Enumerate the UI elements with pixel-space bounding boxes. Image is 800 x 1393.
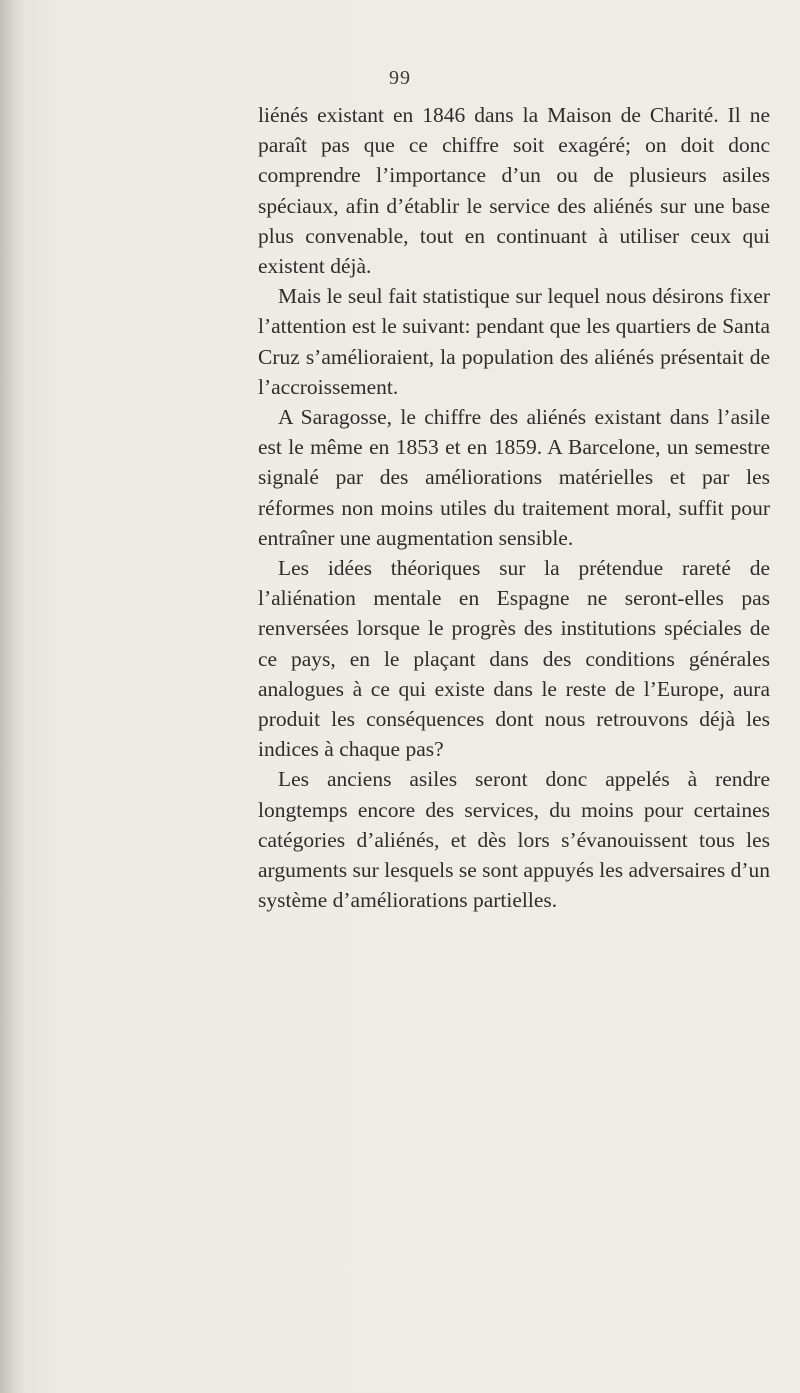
paragraph-3: A Saragosse, le chiffre des aliénés existant dans l’asile est le même en 1853 et en 1859. A Barcelone, un semestre signalé par des améliorations matérielles et par les réformes non moins utiles du traitement moral, suffit pour entraîner une augmentation sensible. (258, 405, 770, 550)
paragraph-1: liénés existant en 1846 dans la Maison de Charité. Il ne paraît pas que ce chiffre soit exagéré; on doit donc comprendre l’importance d’un ou de plusieurs asiles spéciaux, afin d’établir le service des aliénés sur une base plus convenable, tout en continuant à utiliser ceux qui existent déjà. (258, 103, 770, 279)
paragraph-4: Les idées théoriques sur la prétendue rareté de l’aliénation mentale en Espagne ne seront-elles pas renversées lorsque le progrès des institutions spéciales de ce pays, en le plaçant dans des conditions générales analogues à ce qui existe dans le reste de l’Europe, aura produit les conséquences dont nous retrouvons déjà les indices à chaque pas? (258, 556, 770, 762)
page-number: 99 (389, 67, 411, 89)
paragraph-2: Mais le seul fait statistique sur lequel nous désirons fixer l’attention est le suivant: pendant que les quartiers de Santa Cruz s’amélioraient, la population des aliénés présentait de l’accroissement. (258, 284, 770, 399)
body-text (258, 100, 770, 915)
binding-gutter-shadow (0, 0, 26, 1393)
paragraph-5: Les anciens asiles seront donc appelés à rendre longtemps encore des services, du moins pour certaines catégories d’aliénés, et dès lors s’évanouissent tous les arguments sur lesquels se sont appuyés les adversaires d’un système d’améliorations partielles. (258, 767, 770, 913)
